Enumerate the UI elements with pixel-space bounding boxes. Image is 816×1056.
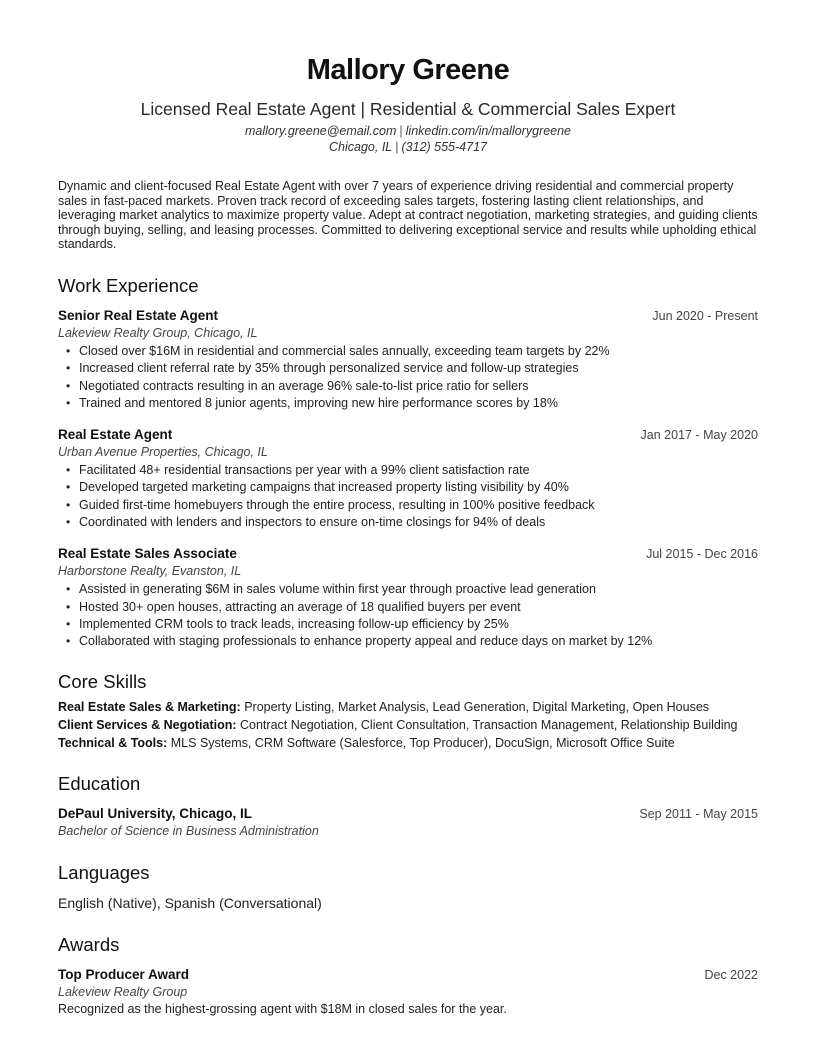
job-bullet: • Implemented CRM tools to track leads, increasing follow-up efficiency by 25% (66, 616, 758, 633)
location-text: Chicago, IL (329, 139, 393, 154)
skill-line (58, 718, 758, 733)
job-bullet: • Facilitated 48+ residential transactions per year with a 99% client satisfaction rate (66, 462, 758, 479)
linkedin-link[interactable]: linkedin.com/in/mallorygreene (405, 124, 571, 138)
professional-summary: Dynamic and client-focused Real Estate Agent with over 7 years of experience driving residential and commercial property sales in fast-paced markets. Proven track record of exceeding sales targets, fostering lasting client relationships, and leveraging market analytics to maximize property value. Adept at contract negotiation, marketing strategies, and guiding clients through buying, selling, and leasing processes. Committed to delivering exceptional service and results while upholding ethical standards. (58, 179, 758, 252)
skill-line (58, 736, 758, 751)
section-title-education: Education (58, 773, 141, 795)
job-bullet: • Collaborated with staging professionals to enhance property appeal and reduce days on market by 12% (66, 633, 758, 650)
job-entry (58, 307, 758, 412)
job-bullets (58, 581, 758, 650)
job-title: Senior Real Estate Agent (58, 307, 219, 323)
contact-line-1 (58, 124, 758, 140)
skill-value: MLS Systems, CRM Software (Salesforce, Top Producer), DocuSign, Microsoft Office Suite (170, 735, 675, 750)
job-bullet: • Coordinated with lenders and inspectors to ensure on-time closings for 94% of deals (66, 514, 758, 531)
core-skills-section (58, 671, 758, 752)
job-entry (58, 426, 758, 531)
job-bullet: • Hosted 30+ open houses, attracting an average of 18 qualified buyers per event (66, 599, 758, 616)
candidate-name: Mallory Greene (306, 54, 510, 86)
section-title-skills: Core Skills (58, 670, 147, 692)
email-link[interactable]: mallory.greene@email.com (244, 124, 397, 138)
job-bullet: • Trained and mentored 8 junior agents, improving new hire performance scores by 18% (66, 395, 758, 412)
work-experience-section (58, 275, 758, 651)
job-date: Jul 2015 - Dec 2016 (646, 547, 758, 562)
award-description: Recognized as the highest-grossing agent with $18M in closed sales for the year. (58, 1002, 507, 1017)
job-title: Real Estate Sales Associate (58, 546, 237, 562)
awards-section (58, 934, 758, 1017)
languages-section (58, 862, 758, 912)
job-bullets (58, 462, 758, 531)
contact-line-2 (58, 140, 758, 156)
education-section (58, 773, 758, 840)
job-company: Urban Avenue Properties, Chicago, IL (58, 445, 268, 460)
degree: Bachelor of Science in Business Administration (58, 824, 319, 839)
job-company: Harborstone Realty, Evanston, IL (58, 564, 242, 579)
award-entry (58, 966, 758, 1017)
job-bullet: • Increased client referral rate by 35% through personalized service and follow-up strategies (66, 360, 758, 377)
award-date: Dec 2022 (704, 968, 758, 983)
languages-text: English (Native), Spanish (Conversational) (58, 895, 322, 912)
job-entry (58, 545, 758, 650)
job-bullet: • Negotiated contracts resulting in an average 96% sale-to-list price ratio for sellers (66, 378, 758, 395)
skill-label: Client Services & Negotiation: (58, 717, 237, 732)
section-title-work: Work Experience (58, 274, 199, 296)
job-bullet: • Closed over $16M in residential and commercial sales annually, exceeding team targets by 22% (66, 343, 758, 360)
job-date: Jun 2020 - Present (652, 308, 758, 323)
skill-value: Property Listing, Market Analysis, Lead Generation, Digital Marketing, Open Houses (244, 699, 710, 714)
award-name: Top Producer Award (58, 967, 190, 983)
job-bullet: • Guided first-time homebuyers through the entire process, resulting in 100% positive feedback (66, 497, 758, 514)
phone-text: (312) 555-4717 (401, 139, 487, 154)
contact-info (58, 124, 758, 155)
contact-separator: | (399, 124, 403, 138)
award-org: Lakeview Realty Group (58, 985, 188, 1000)
job-company: Lakeview Realty Group, Chicago, IL (58, 325, 258, 340)
skill-value: Contract Negotiation, Client Consultation, Transaction Management, Relationship Building (240, 717, 738, 732)
contact-separator: | (395, 139, 399, 154)
education-date: Sep 2011 - May 2015 (639, 807, 758, 822)
section-title-languages: Languages (58, 862, 150, 884)
skill-label: Technical & Tools: (58, 735, 168, 750)
job-bullets (58, 343, 758, 412)
job-title: Real Estate Agent (58, 427, 173, 443)
skill-line (58, 700, 758, 715)
section-title-awards: Awards (58, 934, 120, 956)
skill-label: Real Estate Sales & Marketing: (58, 699, 241, 714)
job-bullet: • Developed targeted marketing campaigns that increased property listing visibility by 40% (66, 479, 758, 496)
job-date: Jan 2017 - May 2020 (640, 428, 758, 443)
education-entry (58, 805, 758, 840)
headline: Licensed Real Estate Agent | Residential & Commercial Sales Expert (140, 99, 676, 119)
job-bullet: • Assisted in generating $6M in sales volume within first year through proactive lead generation (66, 581, 758, 598)
school-name: DePaul University, Chicago, IL (58, 806, 253, 822)
